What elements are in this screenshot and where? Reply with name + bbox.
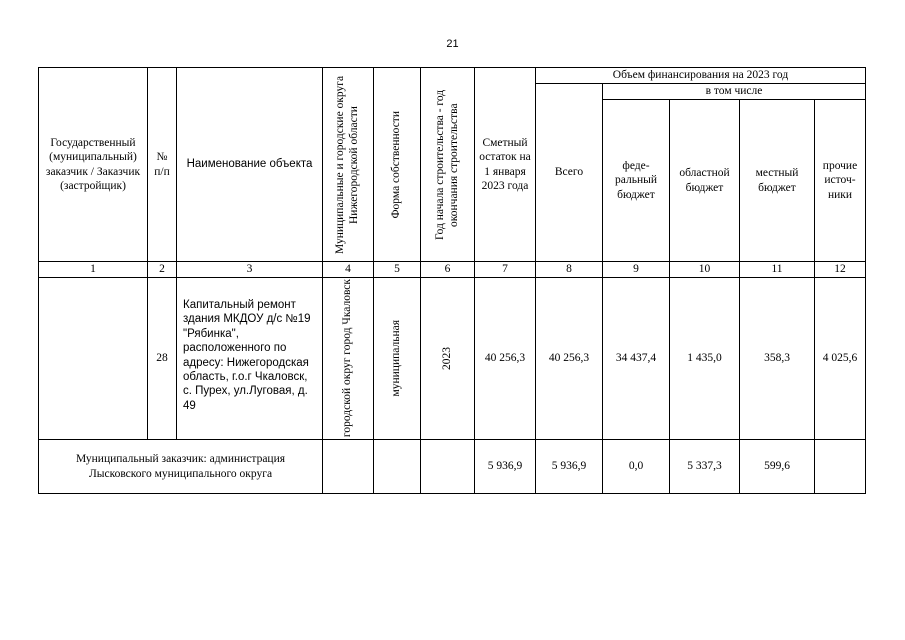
colnum-2: 2 xyxy=(148,262,177,278)
colnum-10: 10 xyxy=(670,262,740,278)
colnum-11: 11 xyxy=(740,262,815,278)
header-object-name: Наименование объекта xyxy=(177,68,323,262)
row-regional: 1 435,0 xyxy=(670,278,740,440)
financing-table xyxy=(38,67,866,494)
header-district-text: Муниципальные и городские округа Нижегородской области xyxy=(334,75,360,254)
header-funding-title: Объем финансирования на 2023 год xyxy=(536,68,866,84)
colnum-8: 8 xyxy=(536,262,603,278)
colnum-9: 9 xyxy=(603,262,670,278)
summary-other xyxy=(815,440,866,494)
header-total: Всего xyxy=(536,84,603,262)
summary-federal: 0,0 xyxy=(603,440,670,494)
header-ownership-text: Форма собственности xyxy=(390,110,403,219)
summary-balance: 5 936,9 xyxy=(475,440,536,494)
row-years-text: 2023 xyxy=(440,347,453,370)
colnum-7: 7 xyxy=(475,262,536,278)
summary-years xyxy=(421,440,475,494)
header-regional: областной бюджет xyxy=(670,100,740,262)
row-object-name: Капитальный ремонт здания МКДОУ д/с №19 "Рябинка", расположенного по адресу: Нижегородская область, г.о.г Чкаловск, с. Пурех, ул.Луговая, д. 49 xyxy=(177,278,323,440)
colnum-12: 12 xyxy=(815,262,866,278)
summary-district xyxy=(323,440,374,494)
header-local: местный бюджет xyxy=(740,100,815,262)
row-local: 358,3 xyxy=(740,278,815,440)
row-customer xyxy=(39,278,148,440)
summary-row xyxy=(39,440,866,494)
header-including: в том числе xyxy=(603,84,866,100)
row-ownership xyxy=(374,278,421,440)
row-district-text: городской округ город Чкаловск xyxy=(341,279,354,438)
row-ownership-text: муниципальная xyxy=(390,320,403,397)
header-years xyxy=(421,68,475,262)
row-federal: 34 437,4 xyxy=(603,278,670,440)
summary-ownership xyxy=(374,440,421,494)
header-customer: Государственный (муниципальный) заказчик / Заказчик (застройщик) xyxy=(39,68,148,262)
row-number: 28 xyxy=(148,278,177,440)
row-other: 4 025,6 xyxy=(815,278,866,440)
table-row xyxy=(39,278,866,440)
colnum-6: 6 xyxy=(421,262,475,278)
summary-local: 599,6 xyxy=(740,440,815,494)
header-balance: Сметный остаток на 1 января 2023 года xyxy=(475,68,536,262)
header-district xyxy=(323,68,374,262)
header-federal: феде-ральный бюджет xyxy=(603,100,670,262)
header-number: № п/п xyxy=(148,68,177,262)
header-ownership xyxy=(374,68,421,262)
colnum-5: 5 xyxy=(374,262,421,278)
colnum-4: 4 xyxy=(323,262,374,278)
summary-label: Муниципальный заказчик: администрация Лысковского муниципального округа xyxy=(39,440,323,494)
colnum-3: 3 xyxy=(177,262,323,278)
page-number: 21 xyxy=(446,38,459,50)
row-years xyxy=(421,278,475,440)
row-district xyxy=(323,278,374,440)
summary-total: 5 936,9 xyxy=(536,440,603,494)
row-balance: 40 256,3 xyxy=(475,278,536,440)
header-years-text: Год начала строительства - год окончания строительства xyxy=(433,89,460,240)
row-total: 40 256,3 xyxy=(536,278,603,440)
colnum-1: 1 xyxy=(39,262,148,278)
summary-regional: 5 337,3 xyxy=(670,440,740,494)
header-other: прочие источ-ники xyxy=(815,100,866,262)
